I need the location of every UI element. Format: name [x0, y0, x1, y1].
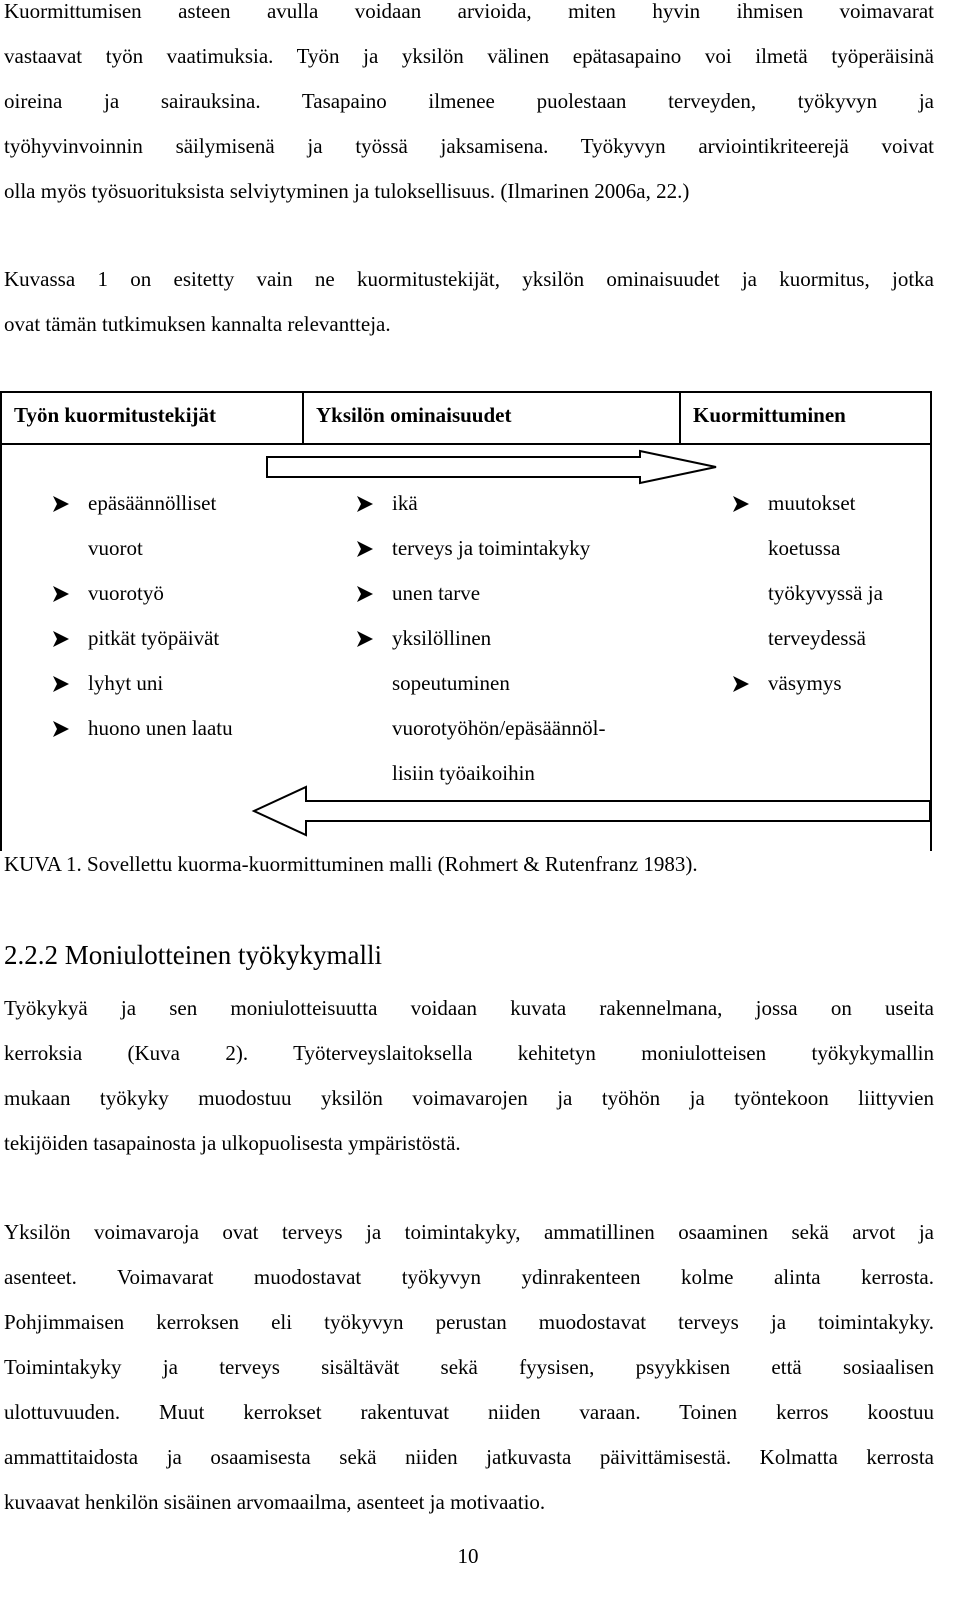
text-line: Toimintakyky ja terveys sisältävät sekä fyysisen, psyykkisen että sosiaalisen — [4, 1355, 934, 1379]
paragraph-2 — [4, 257, 934, 347]
text-line: Kuvassa 1 on esitetty vain ne kuormitustekijät, yksilön ominaisuudet ja kuormitus, jotka — [4, 267, 934, 291]
text-line: asenteet. Voimavarat muodostavat työkyvyn ydinrakenteen kolme alinta kerrosta. — [4, 1265, 934, 1289]
text-line: Työkykyä ja sen moniulotteisuutta voidaan kuvata rakennelmana, jossa on useita — [4, 996, 934, 1020]
figure-caption: KUVA 1. Sovellettu kuorma-kuormittuminen malli (Rohmert & Rutenfranz 1983). — [4, 852, 698, 876]
paragraph-4 — [4, 1210, 934, 1525]
paragraph-1 — [4, 0, 934, 214]
text-line: olla myös työsuorituksista selviytyminen ja tuloksellisuus. (Ilmarinen 2006a, 22.) — [4, 179, 690, 203]
arrowhead-bullet-icon — [52, 661, 72, 706]
header-individual-characteristics: Yksilön ominaisuudet — [316, 403, 512, 427]
text-line: ovat tämän tutkimuksen kannalta relevantteja. — [4, 312, 391, 336]
text-line: ammattitaidosta ja osaamisesta sekä niiden jatkuvasta päivittämisestä. Kolmatta kerrosta — [4, 1445, 934, 1469]
arrowhead-bullet-icon — [52, 481, 72, 526]
text-line: kerroksia (Kuva 2). Työterveyslaitoksella kehitetyn moniulotteisen työkykymallin — [4, 1041, 934, 1065]
arrowhead-bullet-icon — [732, 481, 752, 526]
header-work-load-factors: Työn kuormitustekijät — [14, 403, 217, 427]
arrowhead-bullet-icon — [52, 571, 72, 616]
text-line: Yksilön voimavaroja ovat terveys ja toimintakyky, ammatillinen osaaminen sekä arvot ja — [4, 1220, 934, 1244]
text-line: tekijöiden tasapainosta ja ulkopuolisesta ympäristöstä. — [4, 1131, 461, 1155]
header-strain: Kuormittuminen — [693, 403, 846, 427]
arrowhead-bullet-icon — [52, 706, 72, 751]
text-line: työhyvinvoinnin säilymisenä ja työssä jaksamisena. Työkyvyn arviointikriteerejä voivat — [4, 134, 934, 158]
arrowhead-bullet-icon — [356, 571, 376, 616]
paragraph-3 — [4, 986, 934, 1166]
page-number: 10 — [457, 1544, 479, 1568]
section-heading: 2.2.2 Moniulotteinen työkykymalli — [4, 940, 382, 970]
arrowhead-bullet-icon — [732, 661, 752, 706]
text-line: oireina ja sairauksina. Tasapaino ilmenee puolestaan terveyden, työkyvyn ja — [4, 89, 934, 113]
text-line: ulottuvuuden. Muut kerrokset rakentuvat niiden varaan. Toinen kerros koostuu — [4, 1400, 934, 1424]
arrowhead-bullet-icon — [356, 526, 376, 571]
text-line: kuvaavat henkilön sisäinen arvomaailma, asenteet ja motivaatio. — [4, 1490, 546, 1514]
arrowhead-bullet-icon — [356, 481, 376, 526]
right-arrow — [267, 451, 716, 483]
arrowhead-bullet-icon — [52, 616, 72, 661]
text-line: mukaan työkyky muodostuu yksilön voimavarojen ja työhön ja työntekoon liittyvien — [4, 1086, 934, 1110]
text-line: Pohjimmaisen kerroksen eli työkyvyn perustan muodostavat terveys ja toimintakyky. — [4, 1310, 934, 1334]
arrowhead-bullet-icon — [356, 616, 376, 661]
text-line: Kuormittumisen asteen avulla voidaan arvioida, miten hyvin ihmisen voimavarat — [4, 0, 934, 23]
load-strain-model-figure: Työn kuormitustekijät Yksilön ominaisuudet Kuormittuminen epäsäännölliset vuorot vuorotyö pitkät työpäivät lyhyt uni huono unen laatu ikä terveys ja toimintakyky unen tarve yksilöllinen sopeutuminen vuorotyöhön/epäsäännöl- lisiin työaikoihin muutokset koetussa työkyvyssä ja terveydessä väsymys — [0, 391, 960, 871]
text-line: vastaavat työn vaatimuksia. Työn ja yksilön välinen epätasapaino voi ilmetä työperäisinä — [4, 44, 934, 68]
left-arrow — [254, 787, 930, 835]
